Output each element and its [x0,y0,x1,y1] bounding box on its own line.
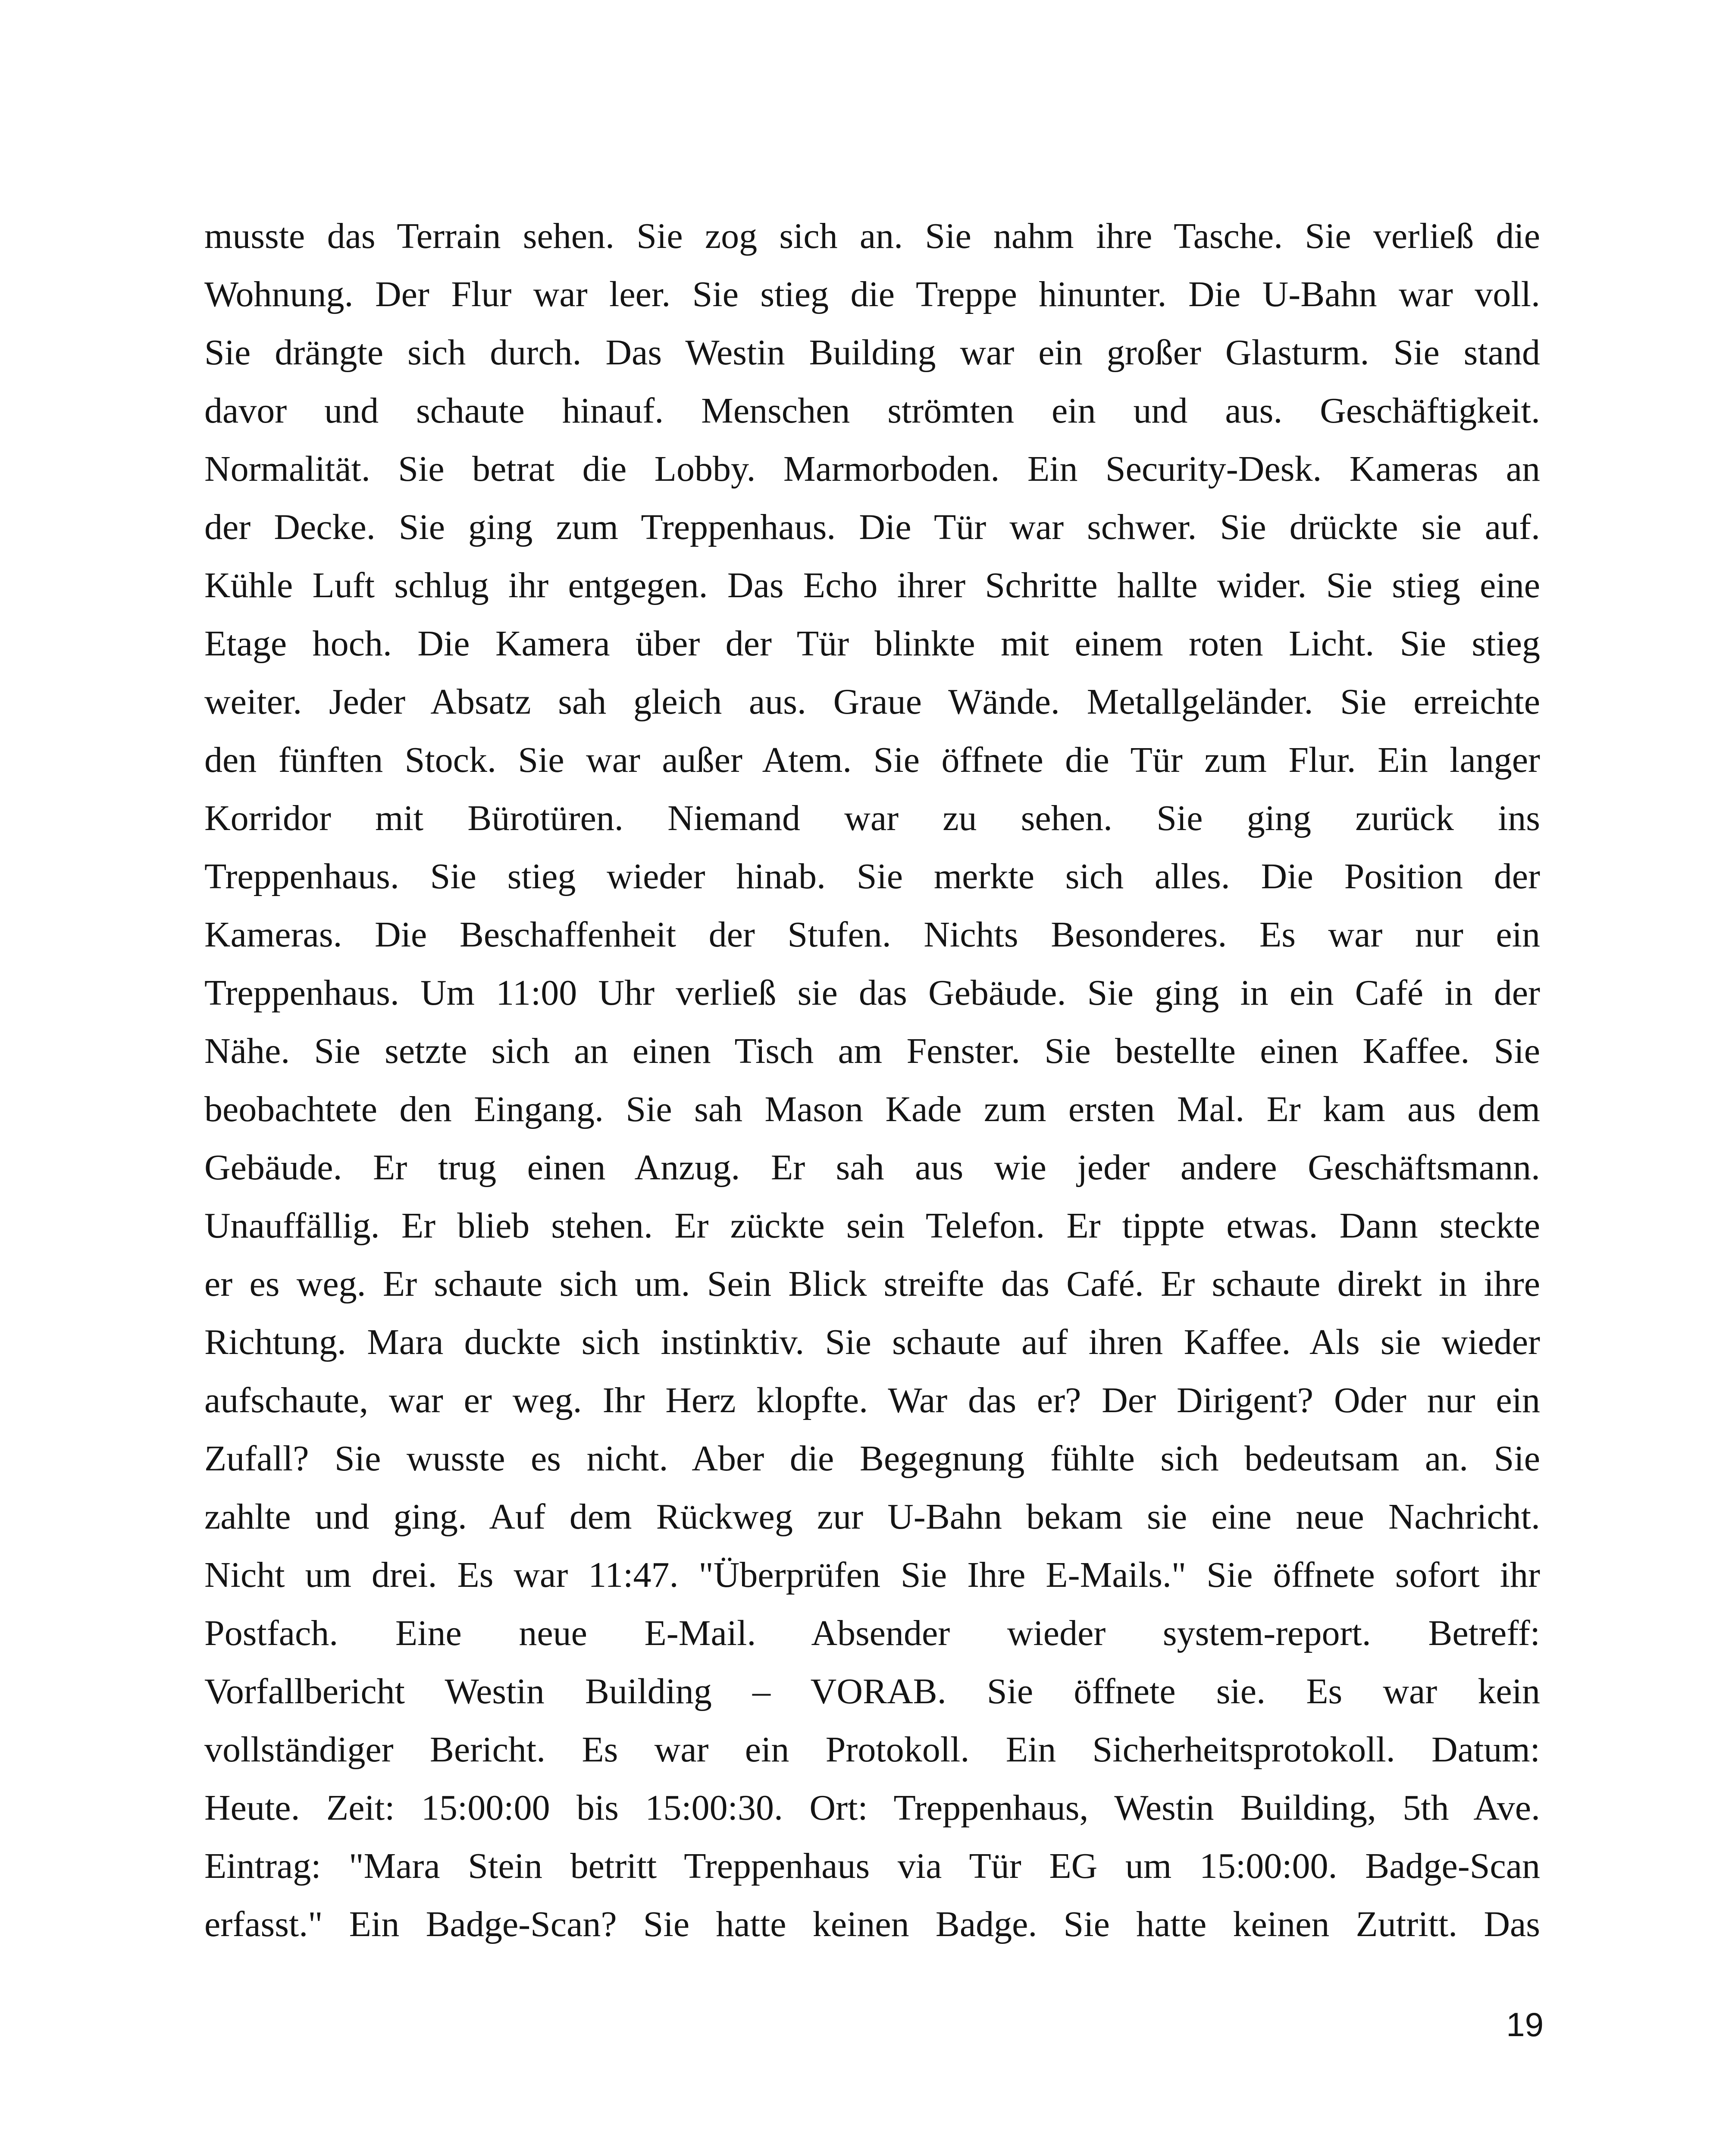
text-line: Nicht um drei. Es war 11:47. "Überprüfen Sie Ihre E-Mails." Sie öffnete sofort ihr [204,1555,1540,1595]
text-line: er es weg. Er schaute sich um. Sein Blick streifte das Café. Er schaute direkt in ihre [204,1264,1540,1304]
text-line: erfasst." Ein Badge-Scan? Sie hatte keinen Badge. Sie hatte keinen Zutritt. Das [204,1904,1540,1944]
text-line: davor und schaute hinauf. Menschen strömten ein und aus. Geschäftigkeit. [204,391,1540,431]
text-line: musste das Terrain sehen. Sie zog sich an. Sie nahm ihre Tasche. Sie verließ die [204,216,1540,256]
text-line: Treppenhaus. Um 11:00 Uhr verließ sie das Gebäude. Sie ging in ein Café in der [204,973,1540,1013]
text-line: Unauffällig. Er blieb stehen. Er zückte sein Telefon. Er tippte etwas. Dann steckte [204,1206,1540,1246]
text-line: Normalität. Sie betrat die Lobby. Marmorboden. Ein Security-Desk. Kameras an [204,449,1540,489]
text-line: Gebäude. Er trug einen Anzug. Er sah aus wie jeder andere Geschäftsmann. [204,1147,1540,1188]
text-line: Korridor mit Bürotüren. Niemand war zu sehen. Sie ging zurück ins [204,798,1540,838]
text-line: Richtung. Mara duckte sich instinktiv. Sie schaute auf ihren Kaffee. Als sie wieder [204,1322,1540,1362]
text-line: Treppenhaus. Sie stieg wieder hinab. Sie merkte sich alles. Die Position der [204,856,1540,896]
text-line: Wohnung. Der Flur war leer. Sie stieg die Treppe hinunter. Die U-Bahn war voll. [204,274,1540,314]
text-line: beobachtete den Eingang. Sie sah Mason Kade zum ersten Mal. Er kam aus dem [204,1089,1540,1129]
text-line: zahlte und ging. Auf dem Rückweg zur U-Bahn bekam sie eine neue Nachricht. [204,1497,1540,1537]
text-line: Heute. Zeit: 15:00:00 bis 15:00:30. Ort: Treppenhaus, Westin Building, 5th Ave. [204,1788,1540,1828]
text-line: weiter. Jeder Absatz sah gleich aus. Graue Wände. Metallgeländer. Sie erreichte [204,682,1540,722]
text-line: den fünften Stock. Sie war außer Atem. Sie öffnete die Tür zum Flur. Ein langer [204,740,1540,780]
text-line: Kameras. Die Beschaffenheit der Stufen. Nichts Besonderes. Es war nur ein [204,915,1540,955]
text-line: Postfach. Eine neue E-Mail. Absender wieder system-report. Betreff: [204,1613,1540,1653]
body-text [204,207,1540,1953]
text-line: vollständiger Bericht. Es war ein Protokoll. Ein Sicherheitsprotokoll. Datum: [204,1730,1540,1770]
text-line: aufschaute, war er weg. Ihr Herz klopfte. War das er? Der Dirigent? Oder nur ein [204,1380,1540,1420]
text-line: der Decke. Sie ging zum Treppenhaus. Die Tür war schwer. Sie drückte sie auf. [204,507,1540,547]
page-number: 19 [1506,2006,1544,2043]
text-line: Nähe. Sie setzte sich an einen Tisch am Fenster. Sie bestellte einen Kaffee. Sie [204,1031,1540,1071]
text-line: Zufall? Sie wusste es nicht. Aber die Begegnung fühlte sich bedeutsam an. Sie [204,1438,1540,1479]
text-line: Vorfallbericht Westin Building – VORAB. Sie öffnete sie. Es war kein [204,1671,1540,1711]
text-line: Eintrag: "Mara Stein betritt Treppenhaus via Tür EG um 15:00:00. Badge-Scan [204,1846,1540,1886]
text-line: Etage hoch. Die Kamera über der Tür blinkte mit einem roten Licht. Sie stieg [204,624,1540,664]
text-line: Sie drängte sich durch. Das Westin Building war ein großer Glasturm. Sie stand [204,332,1540,373]
text-line: Kühle Luft schlug ihr entgegen. Das Echo ihrer Schritte hallte wider. Sie stieg eine [204,565,1540,605]
